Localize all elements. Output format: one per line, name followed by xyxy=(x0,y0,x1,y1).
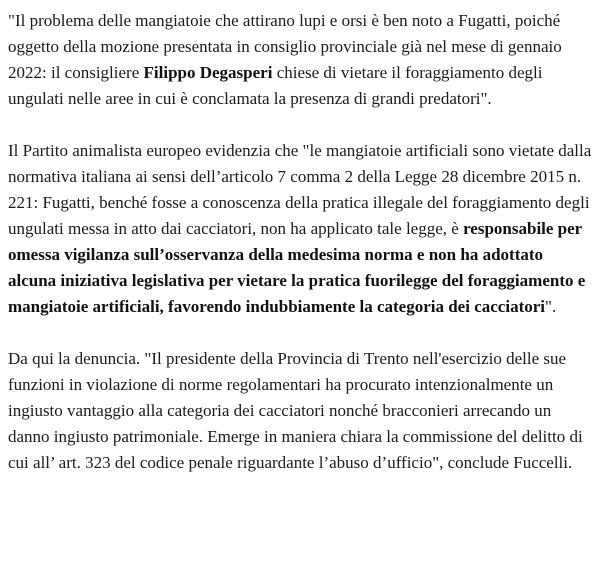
paragraph-degasperi-motion xyxy=(8,8,592,112)
paragraph-animalist-party xyxy=(8,138,592,320)
paragraph-text: ". xyxy=(545,297,557,316)
paragraph-text: "Il problema delle mangiatoie che attirano lupi e orsi è ben noto a Fugatti, poiché oggetto della mozione presentata in consiglio provinciale già nel mese di gennaio 2022: il consigliere xyxy=(8,11,562,82)
paragraph-text: Il Partito animalista europeo evidenzia che "le mangiatoie artificiali sono vietate dalla normativa italiana ai sensi dell’articolo 7 comma 2 della Legge 28 dicembre 2015 n. 221: Fugatti, benché fosse a conoscenza della pratica illegale del foraggiamento degli ungulati messa in atto dai cacciatori, non ha applicato tale legge, è xyxy=(8,141,592,238)
paragraph-text: Da qui la denuncia. "Il presidente della Provincia di Trento nell'esercizio delle sue funzioni in violazione di norme regolamentari ha procurato intenzionalmente un ingiusto vantaggio alla categoria dei cacciatori nonché bracconieri arrecando un danno ingiusto patrimoniale. Emerge in maniera chiara la commissione del delitto di cui all’ art. 323 del codice penale riguardante l’abuso d’ufficio", conclude Fuccelli. xyxy=(8,349,583,472)
paragraph-text: chiese di vietare il foraggiamento degli ungulati nelle aree in cui è conclamata la presenza di grandi predatori". xyxy=(8,63,543,108)
article-body xyxy=(8,8,592,476)
emphasized-accusation: responsabile per omessa vigilanza sull’osservanza della medesima norma e non ha adottato alcuna iniziativa legislativa per vietare la pratica fuorilegge del foraggiamento e mangiatoie artificiali, favorendo indubbiamente la categoria dei cacciatori xyxy=(8,219,586,316)
politician-name: Filippo Degasperi xyxy=(143,63,273,82)
paragraph-denunciation xyxy=(8,346,592,476)
